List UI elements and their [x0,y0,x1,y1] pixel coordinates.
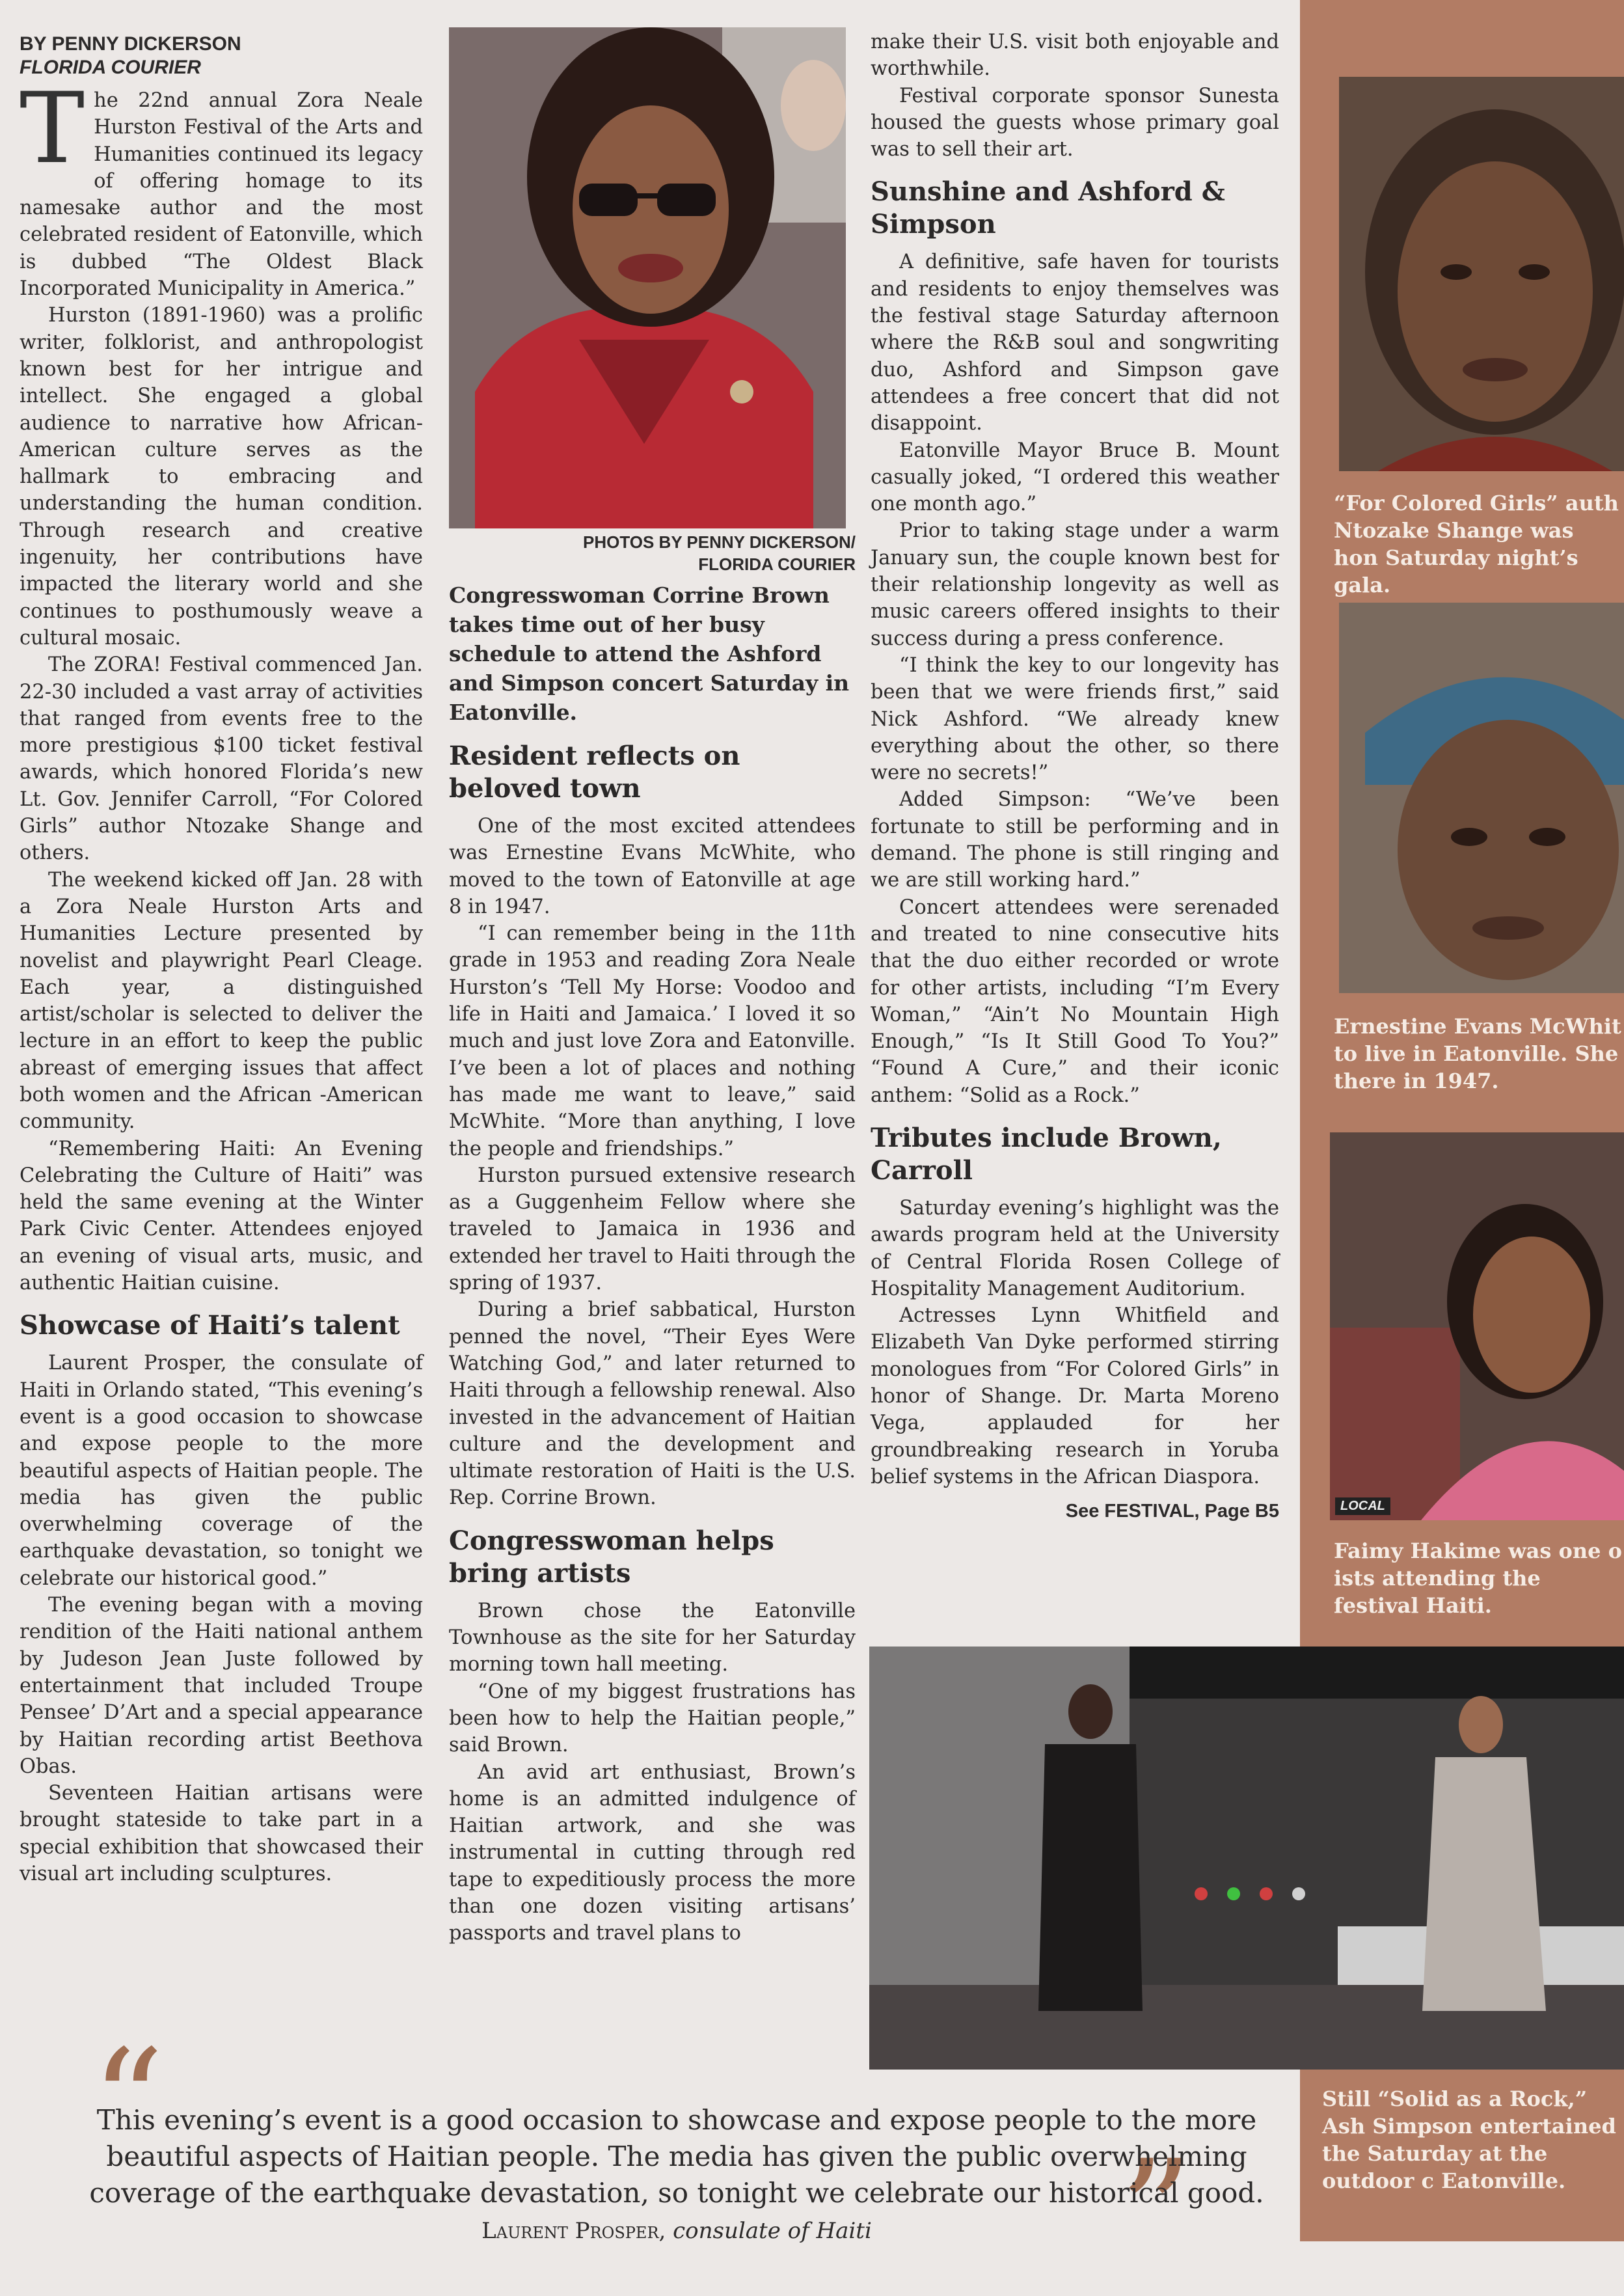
body-paragraph: Festival corporate sponsor Sunesta housed the guests whose primary goal was to sell their art. [871,84,1279,161]
byline-author: BY PENNY DICKERSON [20,33,241,55]
subheading-tributes: Tributes include Brown, Carroll [871,1122,1222,1186]
photo-ernestine-mcwhite-image [1339,603,1624,993]
drop-cap: T [20,72,85,185]
photo-corrine-brown-image [449,27,846,528]
body-paragraph: An avid art enthusiast, Brown’s home is an admitted indulgence of Haitian artwork, and she was instrumental in cutting through red tape to expeditiously process the more than one dozen visiting artisans’ passports and travel plans to [449,1760,856,1945]
body-paragraph: Seventeen Haitian artisans were brought stateside to take part in a special exhibition that showcased their visual art including sculptures. [20,1782,423,1885]
pull-quote-text: This evening’s event is a good occasion to showcase and expose people to the more beautiful aspects of Haitian people. The media has given the public overwhelming coverage of the earthquake devastation, so tonight we celebrate our historical good. [89,2104,1264,2209]
subheading-resident: Resident reflects on beloved town [449,741,740,804]
column-1 [20,0,423,1887]
pull-quote-attribution [78,2217,1275,2245]
lead-paragraph [20,72,423,302]
photo-credit [449,531,856,575]
body-paragraph: Brown chose the Eatonville Townhouse as the site for her Saturday morning town hall meeting. [449,1599,856,1676]
local-badge: LOCAL [1335,1497,1390,1515]
body-paragraph: Hurston (1891-1960) was a prolific writer, folklorist, and anthropologist known best for her intrigue and intellect. She engaged a global audience to narrative how African-American culture serves as the hallmark to embracing and understanding the human condition. Through research and creative ingenuity, her contributions have impacted the literary world and she continues to posthumously weave a cultural mosaic. [20,304,423,649]
body-paragraph: Hurston pursued extensive research as a Guggenheim Fellow where she traveled to Jamaica in 1936 and extended her travel to Haiti through the spring of 1937. [449,1164,856,1295]
photo-credit-line-2: FLORIDA COURIER [698,554,856,574]
body-paragraph: Actresses Lynn Whitfield and Elizabeth Van Dyke performed stirring monologues from “For Colored Girls” in honor of Shange. Dr. Marta Moreno Vega, applauded for her groundbreaking research in Yoruba belief systems in the African Diaspora. [871,1304,1279,1488]
caption-ernestine-mcwhite: Ernestine Evans McWhit to live in Eatonville. She there in 1947. [1334,1014,1621,1093]
caption-faimy-hakime: Faimy Hakime was one o ists attending the festival Haiti. [1334,1538,1622,1618]
photo-ntozake-shange-image [1339,77,1624,471]
photo-faimy-hakime-image [1330,1132,1624,1520]
pull-quote-role: consulate of Haiti [673,2218,872,2244]
body-paragraph: A definitive, safe haven for tourists and residents to enjoy themselves was the festival stage Saturday afternoon where the R&B soul and songwriting duo, Ashford and Simpson gave attendees a free concert that did not disappoint. [871,251,1279,435]
byline [20,33,423,79]
caption-ashford-simpson: Still “Solid as a Rock,” Ash Simpson entertained the Saturday at the outdoor c Eatonville. [1322,2086,1616,2193]
photo-ashford-simpson-concert [869,1647,1624,2070]
body-paragraph: “Remembering Haiti: An Evening Celebrating the Culture of Haiti” was held the same evening at the Winter Park Civic Center. Attendees enjoyed an evening of visual arts, music, and authentic Haitian cuisine. [20,1137,423,1295]
subheading-sunshine: Sunshine and Ashford & Simpson [871,176,1225,240]
body-paragraph: The evening began with a moving rendition of the Haiti national anthem by Judeson Jean Juste followed by entertainment that included Troupe Pensee’ D’Art and a special appearance by Haitian recording artist Beethova Obas. [20,1594,423,1778]
body-paragraph: Prior to taking stage under a warm January sun, the couple known best for their relationship longevity as well as music careers offered insights to their success during a press conference. [871,519,1279,650]
body-paragraph: The ZORA! Festival commenced Jan. 22-30 included a vast array of activities that ranged from events free to the more prestigious $100 ticket festival awards, which honored Florida’s new Lt. Gov. Jennifer Carroll, “For Colored Girls” author Ntozake Shange and others. [20,653,423,865]
body-paragraph: One of the most excited attendees was Ernestine Evans McWhite, who moved to the town of Eatonville at age 8 in 1947. [449,815,856,918]
see-more-jump: See FESTIVAL, Page B5 [1065,1501,1279,1522]
body-paragraph: Saturday evening’s highlight was the awards program held at the University of Central Florida Rosen College of Hospitality Management Auditorium. [871,1196,1279,1300]
photo-corrine-brown [449,27,846,528]
column-2 [449,0,856,1947]
photo-caption: Congresswoman Corrine Brown takes time out of her busy schedule to attend the Ashford and Simpson concert Saturday in Eatonville. [449,582,850,725]
body-paragraph-continued: make their U.S. visit both enjoyable and worthwhile. [871,31,1279,81]
body-paragraph: Laurent Prosper, the consulate of Haiti in Orlando stated, “This evening’s event is a good occasion to showcase and expose people to the more beautiful aspects of Haitian people. The media has given the public overwhelming coverage of the earthquake devastation, so tonight we celebrate our historical good.” [20,1352,423,1590]
photo-credit-line-1: PHOTOS BY PENNY DICKERSON/ [583,532,856,552]
lead-text: he 22nd annual Zora Neale Hurston Festival of the Arts and Humanities continued its legacy of offering homage to its namesake author and the most celebrated resident of Eatonville, which is dubbed “The Oldest Black Incorporated Municipality in America.” [20,89,423,301]
subheading-haiti: Showcase of Haiti’s talent [20,1310,400,1341]
body-paragraph: Eatonville Mayor Bruce B. Mount casually joked, “I ordered this weather one month ago.” [871,439,1279,516]
photo-ntozake-shange [1339,77,1624,471]
body-paragraph: “One of my biggest frustrations has been how to help the Haitian people,” said Brown. [449,1680,856,1757]
pull-quote-name: Laurent Prosper, [481,2218,666,2244]
body-paragraph: Concert attendees were serenaded and treated to nine consecutive hits that the duo either recorded or wrote for other artists, including “I’m Every Woman,” “Ain’t No Mountain High Enough,” “Is It Still Good To You?” “Found A Cure,” and their iconic anthem: “Solid as a Rock.” [871,895,1279,1107]
subheading-congresswoman: Congresswoman helps bring artists [449,1525,774,1589]
column-3 [871,29,1279,1522]
body-paragraph: The weekend kicked off Jan. 28 with a Zora Neale Hurston Arts and Humanities Lecture presented by novelist and playwright Pearl Cleage. Each year, a distinguished artist/scholar is selected to deliver the lecture in an effort to keep the public abreast of emerging issues that affect both women and the African -American community. [20,868,423,1134]
close-quote-mark: ” [1119,2129,1193,2296]
caption-ntozake-shange: “For Colored Girls” auth Ntozake Shange was hon Saturday night’s gala. [1334,491,1619,597]
body-paragraph: Added Simpson: “We’ve been fortunate to still be performing and in demand. The phone is still ringing and we are still working hard.” [871,788,1279,892]
pull-quote [78,2102,1275,2245]
body-paragraph: During a brief sabbatical, Hurston penned the novel, “Their Eyes Were Watching God,” and later returned to Haiti through a fellowship renewal. Also invested in the advancement of Haitian culture and the development and ultimate restoration of Haiti is the U.S. Rep. Corrine Brown. [449,1298,856,1510]
open-quote-mark: “ [91,2019,165,2185]
body-paragraph: “I think the key to our longevity has been that we were friends first,” said Nick Ashford. “We already knew everything about the other, so there were no secrets!” [871,653,1279,785]
photo-ashford-simpson-image [869,1647,1624,2070]
photo-faimy-hakime [1330,1132,1624,1520]
photo-ernestine-mcwhite [1339,603,1624,993]
byline-org: FLORIDA COURIER [20,57,201,78]
body-paragraph: “I can remember being in the 11th grade in 1953 and reading Zora Neale Hurston’s ‘Tell My Horse: Voodoo and life in Haiti and Jamaica.’ I loved it so much and just love Zora and Eatonville. I’ve been a lot of places and nothing has made me want to leave,” said McWhite. “More than anything, I love the people and friendships.” [449,922,856,1160]
